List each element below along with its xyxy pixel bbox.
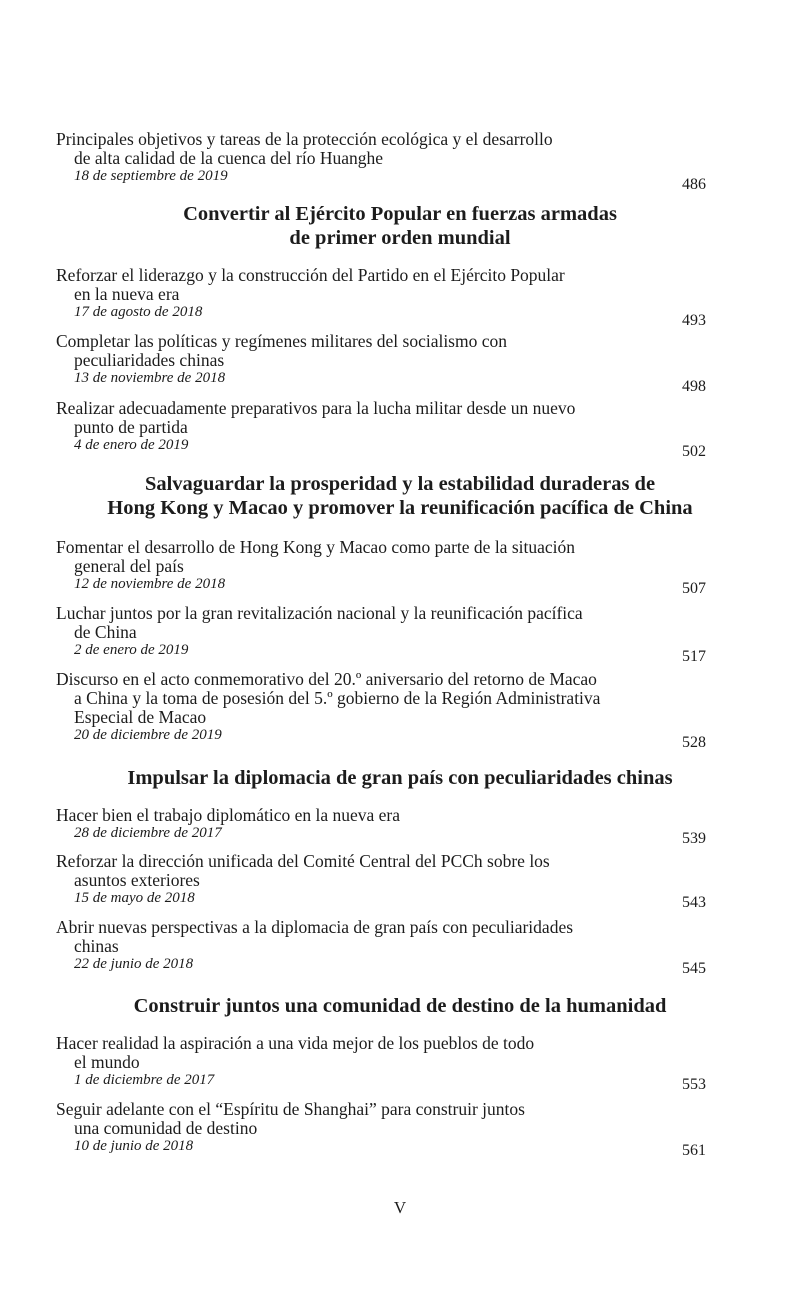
section-heading — [40, 202, 760, 250]
entry-title-line: Completar las políticas y regímenes militares del socialismo con — [56, 331, 508, 351]
entry-page-number: 486 — [682, 176, 706, 193]
entry-title — [56, 332, 616, 370]
toc-entry — [56, 398, 706, 460]
entry-title-line: a China y la toma de posesión del 5.º gobierno de la Región Administrativa — [74, 688, 601, 708]
entry-title — [56, 130, 616, 168]
entry-title — [56, 399, 616, 437]
entry-title-line: peculiaridades chinas — [74, 350, 225, 370]
entry-title — [56, 806, 616, 825]
entry-date: 10 de junio de 2018 — [74, 1138, 194, 1154]
section-heading — [40, 472, 760, 520]
entry-page-number: 502 — [682, 443, 706, 460]
entry-title — [56, 266, 616, 304]
entry-title — [56, 670, 656, 727]
entry-date: 2 de enero de 2019 — [74, 642, 189, 658]
entry-title-line: de China — [74, 622, 137, 642]
entry-date: 13 de noviembre de 2018 — [74, 370, 226, 386]
entry-title-line: Reforzar el liderazgo y la construcción del Partido en el Ejército Popular — [56, 265, 565, 285]
entry-title-line: Discurso en el acto conmemorativo del 20.º aniversario del retorno de Macao — [56, 669, 597, 689]
entry-title-line: en la nueva era — [74, 284, 180, 304]
toc-entry — [56, 917, 706, 977]
entry-date: 1 de diciembre de 2017 — [74, 1072, 215, 1088]
section-heading — [40, 994, 760, 1018]
entry-date: 4 de enero de 2019 — [74, 437, 189, 453]
toc-entry — [56, 537, 706, 597]
entry-page-number: 545 — [682, 960, 706, 977]
entry-title — [56, 1100, 616, 1138]
entry-date: 28 de diciembre de 2017 — [74, 825, 222, 841]
entry-title-line: general del país — [74, 556, 184, 576]
entry-page-number: 528 — [682, 734, 706, 751]
entry-page-number: 543 — [682, 894, 706, 911]
entry-title-line: Abrir nuevas perspectivas a la diplomacia de gran país con peculiaridades — [56, 917, 574, 937]
entry-title — [56, 852, 616, 890]
entry-title — [56, 918, 616, 956]
entry-title-line: Reforzar la dirección unificada del Comité Central del PCCh sobre los — [56, 851, 550, 871]
section-heading-line: Salvaguardar la prosperidad y la estabilidad duraderas de — [144, 473, 656, 495]
entry-title — [56, 538, 616, 576]
entry-title-line: Realizar adecuadamente preparativos para la lucha militar desde un nuevo — [56, 398, 576, 418]
toc-entry — [56, 331, 706, 395]
entry-date: 20 de diciembre de 2019 — [74, 727, 222, 743]
entry-date: 22 de junio de 2018 — [74, 956, 194, 972]
entry-date: 17 de agosto de 2018 — [74, 304, 203, 320]
toc-entry — [56, 851, 706, 911]
section-heading — [40, 766, 760, 790]
entry-title — [56, 604, 616, 642]
entry-date: 12 de noviembre de 2018 — [74, 576, 226, 592]
entry-title-line: Luchar juntos por la gran revitalización nacional y la reunificación pacífica — [56, 603, 583, 623]
page-folio: V — [393, 1198, 407, 1217]
entry-date: 15 de mayo de 2018 — [74, 890, 195, 906]
entry-title-line: Principales objetivos y tareas de la protección ecológica y el desarrollo — [56, 129, 553, 149]
entry-page-number: 539 — [682, 830, 706, 847]
entry-page-number: 498 — [682, 378, 706, 395]
toc-entry — [56, 805, 706, 847]
entry-title-line: Especial de Macao — [74, 707, 207, 727]
entry-title-line: punto de partida — [74, 417, 188, 437]
entry-title — [56, 1034, 616, 1072]
entry-title-line: asuntos exteriores — [74, 870, 200, 890]
section-heading-line: de primer orden mundial — [289, 227, 511, 249]
entry-date: 18 de septiembre de 2019 — [74, 168, 228, 184]
entry-title-line: de alta calidad de la cuenca del río Huanghe — [74, 148, 384, 168]
toc-entry — [56, 1033, 706, 1093]
entry-title-line: Fomentar el desarrollo de Hong Kong y Macao como parte de la situación — [56, 537, 576, 557]
section-heading-line: Convertir al Ejército Popular en fuerzas armadas — [183, 203, 617, 225]
toc-entry — [56, 603, 706, 665]
entry-page-number: 561 — [682, 1142, 706, 1159]
toc-entry — [56, 129, 706, 193]
entry-title-line: chinas — [74, 936, 119, 956]
toc-entry — [56, 1099, 706, 1159]
entry-page-number: 507 — [682, 580, 706, 597]
entry-page-number: 517 — [682, 648, 706, 665]
entry-page-number: 493 — [682, 312, 706, 329]
entry-title-line: Hacer realidad la aspiración a una vida mejor de los pueblos de todo — [56, 1033, 535, 1053]
toc-entry — [56, 669, 706, 751]
section-heading-line: Construir juntos una comunidad de destino de la humanidad — [133, 995, 667, 1017]
section-heading-line: Hong Kong y Macao y promover la reunificación pacífica de China — [107, 497, 693, 519]
entry-title-line: el mundo — [74, 1052, 140, 1072]
entry-title-line: una comunidad de destino — [74, 1118, 258, 1138]
entry-title-line: Seguir adelante con el “Espíritu de Shanghai” para construir juntos — [56, 1099, 525, 1119]
section-heading-line: Impulsar la diplomacia de gran país con peculiaridades chinas — [127, 767, 673, 789]
entry-title-line: Hacer bien el trabajo diplomático en la nueva era — [56, 805, 401, 825]
toc-entry — [56, 265, 706, 329]
entry-page-number: 553 — [682, 1076, 706, 1093]
